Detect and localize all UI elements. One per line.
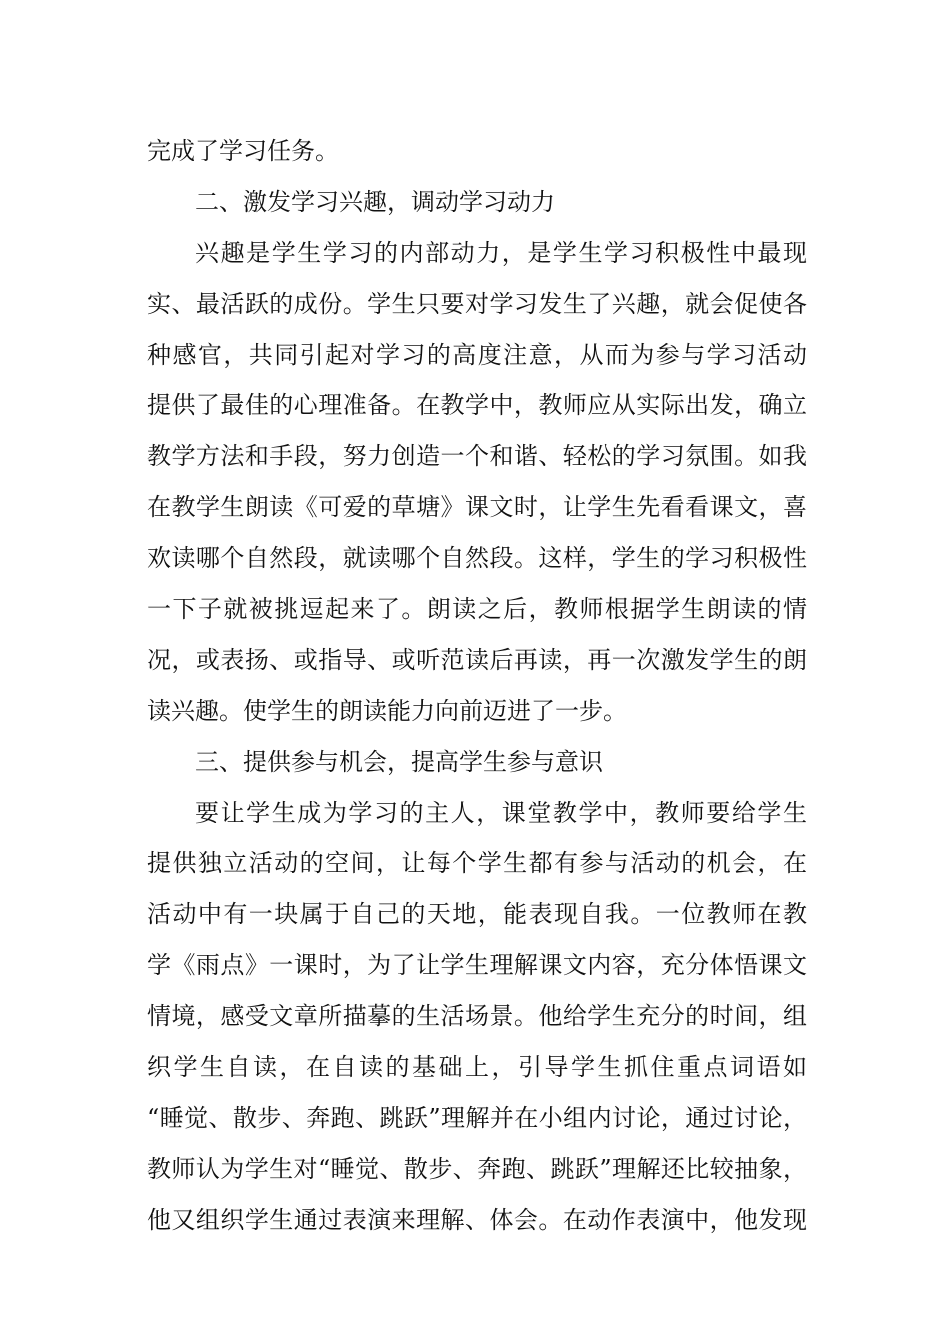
section-heading: 三、提供参与机会，提高学生参与意识: [195, 747, 603, 776]
text-line: 要让学生成为学习的主人，课堂教学中，教师要给学生: [195, 798, 807, 827]
text-line: 提供了最佳的心理准备。在教学中，教师应从实际出发，确立: [147, 391, 807, 420]
text-line: 兴趣是学生学习的内部动力，是学生学习积极性中最现: [195, 238, 807, 267]
text-line: 读兴趣。使学生的朗读能力向前迈进了一步。: [147, 696, 627, 725]
text-line: 学《雨点》一课时，为了让学生理解课文内容，充分体悟课文: [147, 951, 807, 980]
section-heading: 二、激发学习兴趣，调动学习动力: [195, 187, 555, 216]
text-line: “睡觉、散步、奔跑、跳跃”理解并在小组内讨论，通过讨论，: [147, 1103, 807, 1132]
text-line: 提供独立活动的空间，让每个学生都有参与活动的机会，在: [147, 849, 807, 878]
text-line: 织学生自读，在自读的基础上，引导学生抓住重点词语如: [147, 1053, 807, 1082]
text-line: 欢读哪个自然段，就读哪个自然段。这样，学生的学习积极性: [147, 544, 807, 573]
text-line: 在教学生朗读《可爱的草塘》课文时，让学生先看看课文，喜: [147, 493, 807, 522]
body-text: [147, 126, 807, 1246]
text-line: 他又组织学生通过表演来理解、体会。在动作表演中，他发现: [147, 1205, 807, 1234]
text-line: 一下子就被挑逗起来了。朗读之后，教师根据学生朗读的情: [147, 595, 807, 624]
text-line: 活动中有一块属于自己的天地，能表现自我。一位教师在教: [147, 900, 807, 929]
text-line: 完成了学习任务。: [147, 137, 339, 165]
text-line: 教师认为学生对“睡觉、散步、奔跑、跳跃”理解还比较抽象，: [147, 1154, 807, 1183]
text-line: 教学方法和手段，努力创造一个和谐、轻松的学习氛围。如我: [147, 442, 807, 471]
text-line: 种感官，共同引起对学习的高度注意，从而为参与学习活动: [147, 340, 807, 369]
text-line: 况，或表扬、或指导、或听范读后再读，再一次激发学生的朗: [147, 645, 807, 674]
text-line: 实、最活跃的成份。学生只要对学习发生了兴趣，就会促使各: [147, 289, 807, 318]
text-line: 情境，感受文章所描摹的生活场景。他给学生充分的时间，组: [147, 1002, 807, 1031]
